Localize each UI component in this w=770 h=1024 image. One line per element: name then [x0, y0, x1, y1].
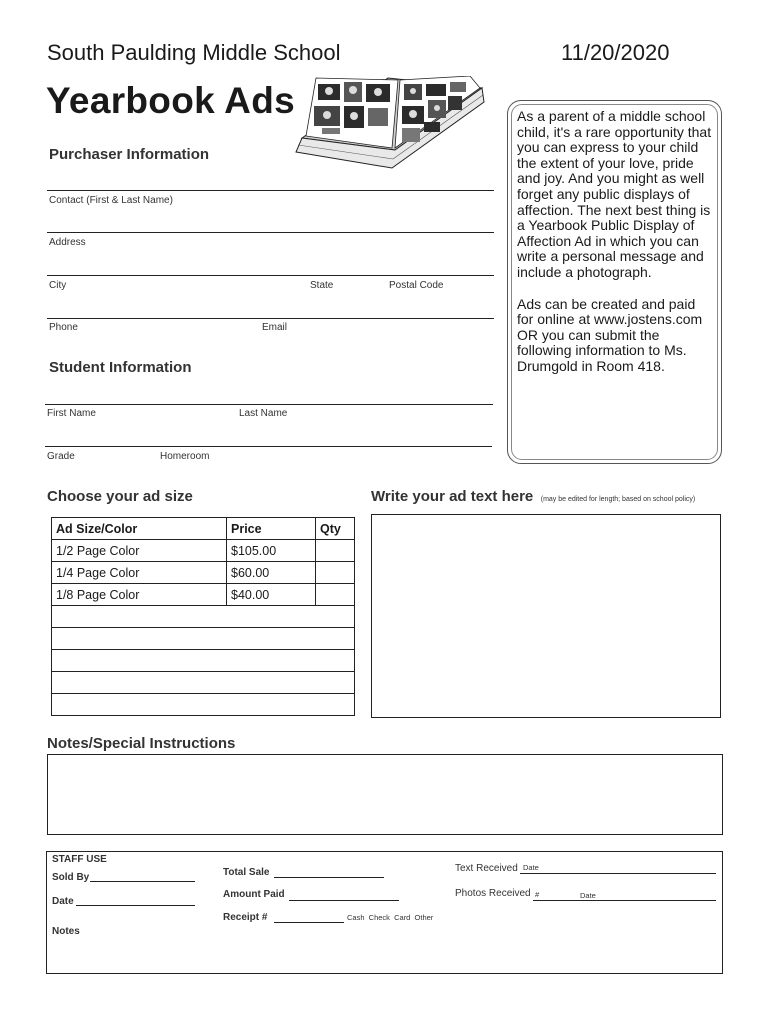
qty-cell[interactable]: [316, 540, 355, 562]
ad-size-cell: 1/2 Page Color: [52, 540, 227, 562]
table-row[interactable]: [52, 584, 355, 606]
column-header: Price: [227, 518, 316, 540]
blank-row-cell[interactable]: [52, 650, 355, 672]
yearbook-illustration: [292, 76, 492, 178]
table-row[interactable]: [52, 650, 355, 672]
text-received-label: Text Received: [455, 863, 518, 874]
homeroom-label: Homeroom: [160, 451, 210, 462]
notes-input[interactable]: [47, 754, 723, 835]
postal-code-label: Postal Code: [389, 280, 444, 291]
price-cell: $60.00: [227, 562, 316, 584]
staff-date-field[interactable]: [76, 905, 195, 906]
promo-paragraph-2: Ads can be created and paid for online at www.jostens.com OR you can submit the following information to Ms. Drumgold in Room 418.: [517, 295, 703, 374]
last-name-label: Last Name: [239, 408, 288, 419]
page-title: Yearbook Ads: [46, 80, 295, 121]
photos-received-date-label: Date: [580, 891, 596, 900]
column-header: Ad Size/Color: [52, 518, 227, 540]
blank-row-cell[interactable]: [52, 672, 355, 694]
blank-row-cell[interactable]: [52, 628, 355, 650]
ad-text-heading-row: [371, 488, 695, 506]
ad-text-input[interactable]: [371, 514, 721, 718]
city-label: City: [49, 280, 67, 291]
staff-date-label: Date: [52, 896, 74, 907]
photos-received-label: Photos Received: [455, 888, 531, 899]
payment-methods[interactable]: Cash Check Card Other: [347, 913, 434, 922]
purchaser-heading: Purchaser Information: [49, 146, 210, 163]
table-row[interactable]: [52, 562, 355, 584]
ad-size-cell: 1/4 Page Color: [52, 562, 227, 584]
student-name-field[interactable]: [45, 404, 493, 405]
receipt-label: Receipt #: [223, 912, 268, 923]
contact-label: Contact (First & Last Name): [49, 195, 173, 206]
ad-size-table: [51, 517, 355, 716]
table-row[interactable]: [52, 628, 355, 650]
grade-homeroom-field[interactable]: [45, 446, 492, 447]
ad-text-heading: Write your ad text here: [371, 488, 534, 505]
table-row[interactable]: [52, 672, 355, 694]
ad-text-note: (may be edited for length; based on school policy): [540, 496, 696, 503]
grade-label: Grade: [47, 451, 75, 462]
photos-received-num-label: #: [535, 890, 540, 899]
price-cell: $40.00: [227, 584, 316, 606]
school-name: South Paulding Middle School: [47, 40, 341, 65]
blank-row-cell[interactable]: [52, 694, 355, 716]
qty-cell[interactable]: [316, 562, 355, 584]
sold-by-field[interactable]: [90, 881, 195, 882]
ad-size-heading: Choose your ad size: [47, 488, 193, 505]
receipt-field[interactable]: [274, 922, 344, 923]
email-label: Email: [262, 322, 288, 333]
blank-row-cell[interactable]: [52, 606, 355, 628]
sold-by-label: Sold By: [52, 872, 90, 883]
promo-box: [507, 100, 722, 464]
price-cell: $105.00: [227, 540, 316, 562]
total-sale-label: Total Sale: [223, 867, 270, 878]
table-row[interactable]: [52, 606, 355, 628]
table-row[interactable]: [52, 540, 355, 562]
address-field[interactable]: [47, 232, 494, 233]
photos-received-field[interactable]: [533, 900, 716, 901]
state-label: State: [310, 280, 334, 291]
table-header-row: [52, 518, 355, 540]
amount-paid-field[interactable]: [289, 900, 399, 901]
phone-email-field[interactable]: [47, 318, 494, 319]
qty-cell[interactable]: [316, 584, 355, 606]
form-date: 11/20/2020: [561, 40, 670, 65]
promo-paragraph-1: As a parent of a middle school child, it's a rare opportunity that you can express to your child the extent of your love, pride and joy. And you might as well forget any public displays of affection. The next best thing is a Yearbook Public Display of Affection Ad in which you can write a personal message and include a photograph.: [517, 108, 712, 280]
table-row[interactable]: [52, 694, 355, 716]
staff-notes-label: Notes: [52, 926, 80, 937]
ad-size-cell: 1/8 Page Color: [52, 584, 227, 606]
staff-use-heading: STAFF USE: [52, 854, 107, 865]
promo-text: [517, 109, 713, 391]
student-heading: Student Information: [49, 359, 192, 376]
city-state-postal-field[interactable]: [47, 275, 494, 276]
amount-paid-label: Amount Paid: [223, 889, 285, 900]
address-label: Address: [49, 237, 86, 248]
column-header: Qty: [316, 518, 355, 540]
text-received-date-label: Date: [523, 863, 539, 872]
first-name-label: First Name: [47, 408, 96, 419]
contact-field[interactable]: [47, 190, 494, 191]
text-received-field[interactable]: [520, 873, 716, 874]
notes-heading: Notes/Special Instructions: [47, 735, 236, 752]
phone-label: Phone: [49, 322, 78, 333]
total-sale-field[interactable]: [274, 877, 384, 878]
